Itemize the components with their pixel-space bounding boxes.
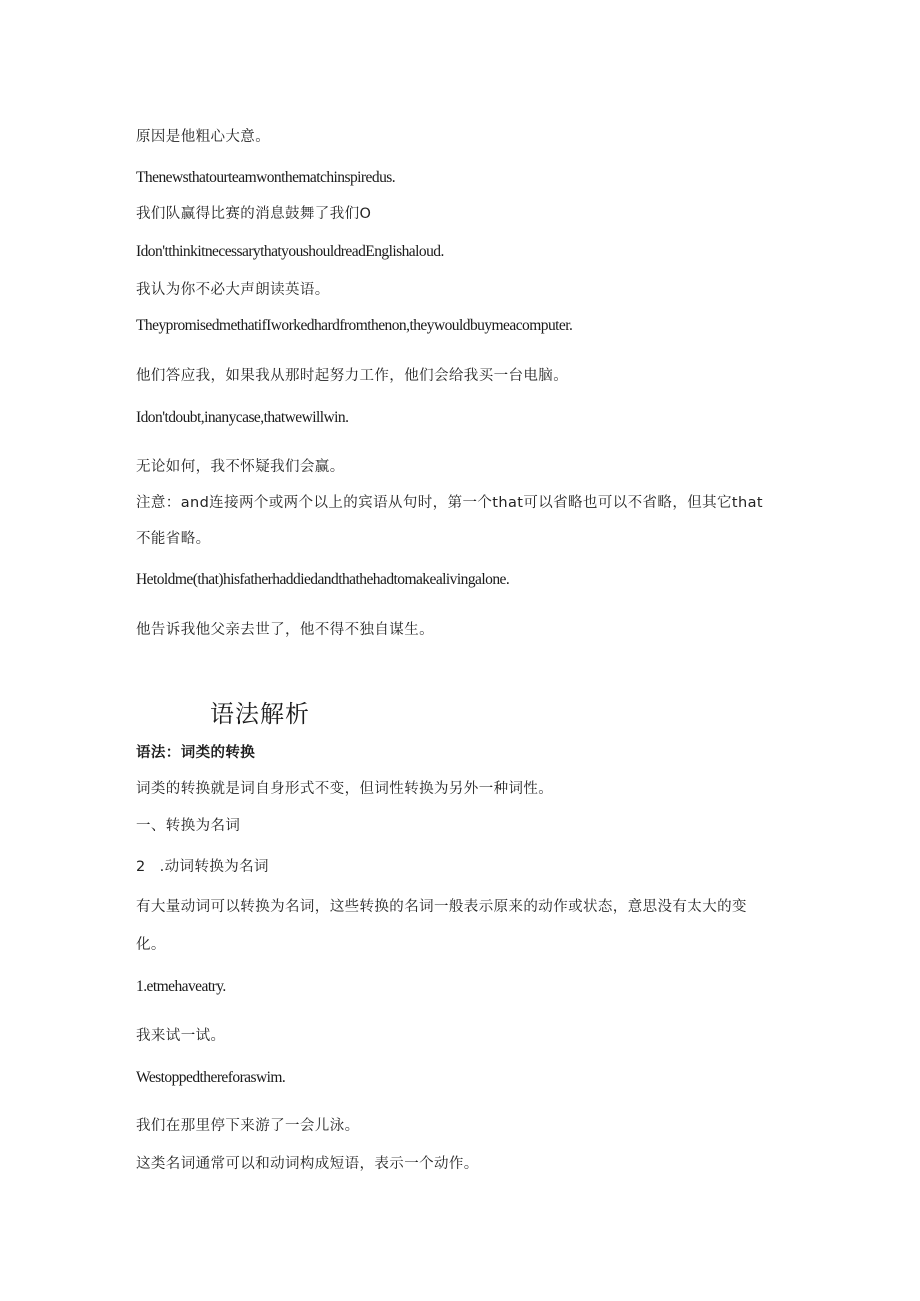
translation-line: 我们在那里停下来游了一会儿泳。 [136, 1118, 360, 1134]
example-sentence: Thenewsthatourteamwonthematchinspiredus. [136, 169, 396, 186]
translation-line: 无论如何，我不怀疑我们会赢。 [136, 459, 345, 475]
example-sentence: Idon'tthinkitnecessarythatyoushouldreadEnglishaloud. [136, 243, 444, 260]
note-line: 注意：and连接两个或两个以上的宾语从句时，第一个that可以省略也可以不省略，但其它that [136, 495, 763, 511]
section-title: 语法解析 [210, 700, 310, 728]
body-line: 化。 [136, 937, 166, 953]
list-heading: 一、转换为名词 [136, 818, 241, 834]
example-sentence: 1.etmehaveatry. [136, 978, 226, 995]
body-line: 有大量动词可以转换为名词，这些转换的名词一般表示原来的动作或状态，意思没有太大的变 [136, 899, 747, 915]
translation-line: 他告诉我他父亲去世了，他不得不独自谋生。 [136, 622, 434, 638]
body-line: 词类的转换就是词自身形式不变，但词性转换为另外一种词性。 [136, 781, 554, 797]
translation-line: 我们队赢得比赛的消息鼓舞了我们O [136, 206, 372, 222]
example-sentence: Westoppedthereforaswim. [136, 1069, 286, 1086]
translation-line: 我来试一试。 [136, 1028, 226, 1044]
example-sentence: Idon'tdoubt,inanycase,thatwewillwin. [136, 409, 349, 426]
list-item-text: .动词转换为名词 [159, 859, 269, 875]
example-sentence: Hetoldme(that)hisfatherhaddiedandthathehadtomakealivingalone. [136, 571, 510, 588]
translation-line: 他们答应我，如果我从那时起努力工作，他们会给我买一台电脑。 [136, 368, 569, 384]
body-line: 这类名词通常可以和动词构成短语，表示一个动作。 [136, 1156, 479, 1172]
list-item [136, 857, 269, 877]
list-item-number: 2 [136, 859, 146, 875]
translation-line: 原因是他粗心大意。 [136, 129, 271, 145]
note-line: 不能省略。 [136, 531, 211, 547]
example-sentence: TheypromisedmethatifIworkedhardfromthenon,theywouldbuymeacomputer. [136, 317, 573, 334]
grammar-subtitle: 语法：词类的转换 [136, 745, 256, 761]
translation-line: 我认为你不必大声朗读英语。 [136, 282, 330, 298]
